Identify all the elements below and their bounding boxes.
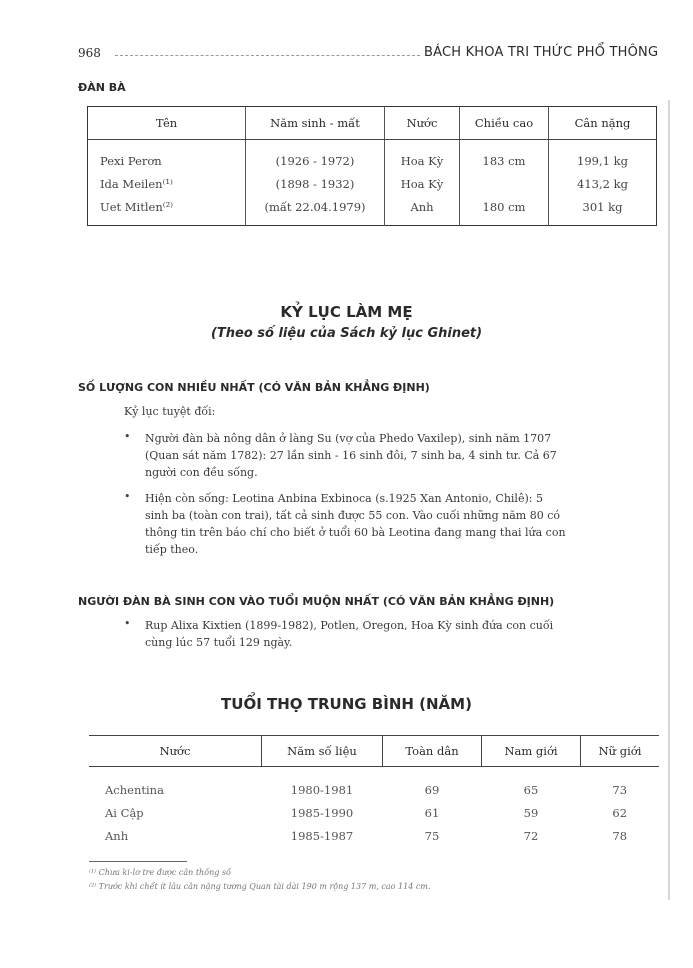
cell-year: 1980-1981 bbox=[290, 782, 354, 797]
paragraph-record-3 bbox=[145, 617, 665, 651]
cell-male: 59 bbox=[523, 805, 539, 820]
footnote-rule bbox=[89, 861, 187, 862]
table-row bbox=[88, 172, 657, 195]
cell-year: 1985-1990 bbox=[290, 805, 354, 820]
cell-name: Ida Meilen⁽¹⁾ bbox=[100, 176, 173, 191]
paragraph-line: thông tin trên báo chí cho biết ở tuổi 60 bà Leotina đang mang thai lứa con bbox=[145, 526, 566, 539]
table-row bbox=[88, 195, 657, 226]
paragraph-line: (Quan sát năm 1782): 27 lần sinh - 16 sinh đôi, 7 sinh ba, 4 sinh tư. Cả 67 bbox=[145, 449, 557, 462]
life-table-header bbox=[89, 736, 659, 767]
cell-country: Hoa Kỳ bbox=[385, 172, 460, 195]
paragraph-line: người con đều sống. bbox=[145, 466, 258, 479]
section-title-life-expectancy: TUỔI THỌ TRUNG BÌNH (NĂM) bbox=[221, 695, 472, 713]
cell-weight: 199,1 kg bbox=[549, 140, 657, 173]
section-subtitle-source: (Theo số liệu của Sách kỷ lục Ghinet) bbox=[210, 326, 483, 341]
table-row bbox=[89, 767, 659, 802]
cell-year: 1985-1987 bbox=[290, 828, 354, 843]
women-col-weight: Cân nặng bbox=[549, 107, 657, 140]
cell-country: Anh bbox=[105, 828, 129, 843]
paragraph-record-1 bbox=[145, 430, 665, 481]
bullet-marker: • bbox=[124, 617, 131, 630]
women-col-name: Tên bbox=[88, 107, 246, 140]
page-number: 968 bbox=[78, 46, 101, 60]
cell-female: 73 bbox=[612, 782, 628, 797]
paragraph-line: Hiện còn sống: Leotina Anbina Exbinoca (s.1925 Xan Antonio, Chilê): 5 bbox=[145, 492, 543, 505]
absolute-record-label: Kỷ lục tuyệt đối: bbox=[124, 405, 216, 418]
life-expectancy-table bbox=[89, 735, 659, 847]
women-col-height: Chiều cao bbox=[460, 107, 549, 140]
cell-height: 183 cm bbox=[460, 140, 549, 173]
footnote-1: ⁽¹⁾ Chưa ki-lơ tre được cân thống số bbox=[89, 868, 231, 877]
cell-height bbox=[460, 172, 549, 195]
paragraph-line: cùng lúc 57 tuổi 129 ngày. bbox=[145, 636, 293, 649]
bullet-marker: • bbox=[124, 490, 131, 503]
women-table bbox=[87, 106, 657, 226]
cell-years: (1898 - 1932) bbox=[246, 172, 385, 195]
footnote-2: ⁽²⁾ Trước khi chết ít lâu cân nặng tương Quan tài dài 190 m rộng 137 m, cao 114 cm. bbox=[89, 882, 431, 891]
life-col-male: Nam giới bbox=[482, 736, 581, 767]
cell-weight: 413,2 kg bbox=[549, 172, 657, 195]
cell-male: 72 bbox=[523, 828, 539, 843]
cell-total: 75 bbox=[424, 828, 440, 843]
table-row bbox=[88, 140, 657, 173]
life-col-year: Năm số liệu bbox=[262, 736, 383, 767]
life-col-country: Nước bbox=[89, 736, 262, 767]
cell-years: (mất 22.04.1979) bbox=[246, 195, 385, 226]
paragraph-line: tiếp theo. bbox=[145, 543, 199, 556]
women-table-header bbox=[88, 107, 657, 140]
cell-name: Uet Mitlen⁽²⁾ bbox=[100, 199, 173, 214]
life-col-female: Nữ giới bbox=[581, 736, 660, 767]
cell-total: 61 bbox=[424, 805, 440, 820]
cell-female: 78 bbox=[612, 828, 628, 843]
table-row bbox=[89, 824, 659, 847]
bullet-marker: • bbox=[124, 430, 131, 443]
cell-height: 180 cm bbox=[460, 195, 549, 226]
paragraph-record-2 bbox=[145, 490, 665, 558]
running-header: BÁCH KHOA TRI THỨC PHỔ THÔNG bbox=[424, 45, 659, 60]
paragraph-line: Rup Alixa Kixtien (1899-1982), Potlen, Oregon, Hoa Kỳ sinh đứa con cuối bbox=[145, 619, 554, 632]
cell-country: Anh bbox=[385, 195, 460, 226]
cell-weight: 301 kg bbox=[549, 195, 657, 226]
cell-country: Ai Cập bbox=[105, 805, 144, 820]
table-row bbox=[89, 801, 659, 824]
cell-name: Pexi Perơn bbox=[100, 153, 162, 168]
page-edge-shadow bbox=[668, 100, 670, 900]
cell-country: Achentina bbox=[105, 782, 164, 797]
paragraph-line: Người đàn bà nông dân ở làng Su (vợ của Phedo Vaxilep), sinh năm 1707 bbox=[145, 432, 552, 445]
heading-oldest-mother: NGƯỜI ĐÀN BÀ SINH CON VÀO TUỔI MUỘN NHẤT (CÓ VĂN BẢN KHẲNG ĐỊNH) bbox=[78, 595, 555, 608]
section-title-mother-records: KỶ LỤC LÀM MẸ bbox=[280, 303, 413, 321]
cell-total: 69 bbox=[424, 782, 440, 797]
women-col-country: Nước bbox=[385, 107, 460, 140]
cell-years: (1926 - 1972) bbox=[246, 140, 385, 173]
paragraph-line: sinh ba (toàn con trai), tất cả sinh được 55 con. Vào cuối những năm 80 có bbox=[145, 509, 561, 522]
cell-male: 65 bbox=[523, 782, 539, 797]
life-col-total: Toàn dân bbox=[383, 736, 482, 767]
header-rule bbox=[115, 55, 420, 56]
cell-country: Hoa Kỳ bbox=[385, 140, 460, 173]
heading-most-children: SỐ LƯỢNG CON NHIỀU NHẤT (CÓ VĂN BẢN KHẲNG ĐỊNH) bbox=[78, 381, 430, 394]
section-label-women: ĐÀN BÀ bbox=[78, 81, 126, 94]
women-col-years: Năm sinh - mất bbox=[246, 107, 385, 140]
cell-female: 62 bbox=[612, 805, 628, 820]
